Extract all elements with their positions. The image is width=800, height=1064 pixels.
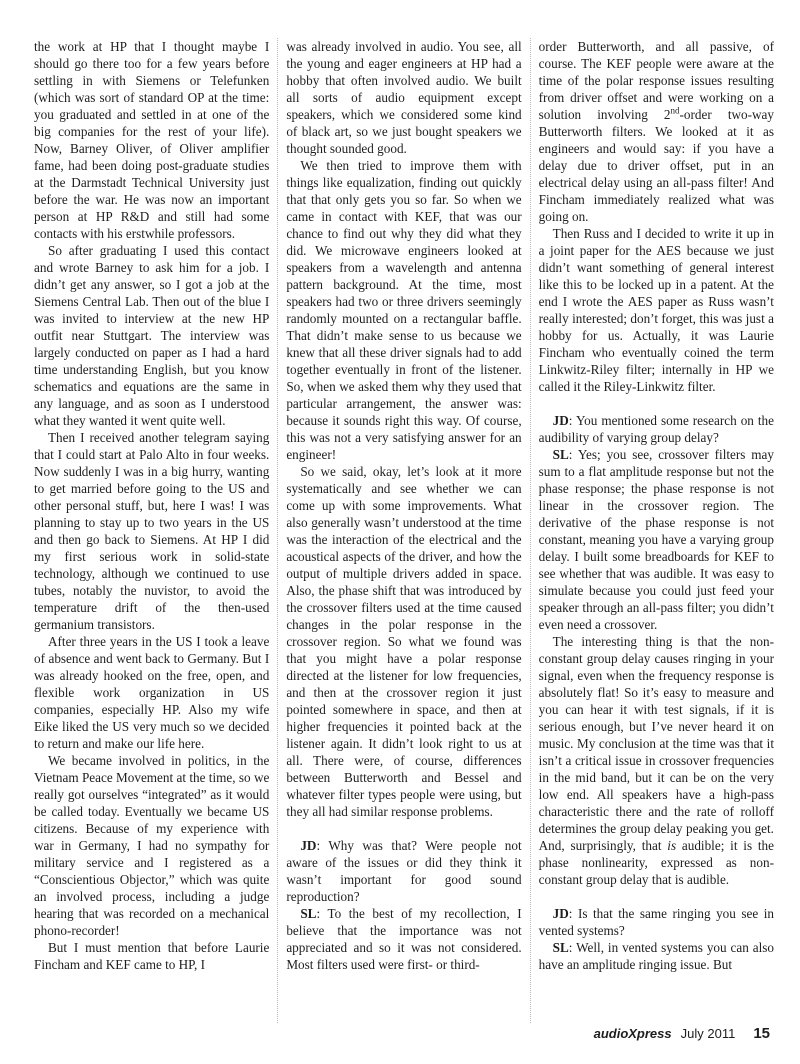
text-segment: So after graduating I used this contact and wrote Barney to ask him for a job. I didn’t get any answer, so I got a job at the Siemens Central Lab. Then out of the blue I was invited to interview at the new HP outfit near Stuttgart. The interview was largely conducted on paper as I had a hard time understanding English, but you know schematics and equations are the same in any language, and as soon as I understood what they wanted it went quite well. <box>34 243 270 428</box>
speaker-label: SL <box>552 940 569 955</box>
paragraph <box>286 38 521 157</box>
page-number: 15 <box>753 1025 770 1042</box>
text-segment: was already involved in audio. You see, all the young and eager engineers at HP had a hobby that often involved audio. We built all sorts of audio equipment except speakers, which we considered some kind of black art, so we just bought speakers we thought sounded good. <box>286 39 522 156</box>
text-segment: order Butterworth, and all passive, of course. The KEF people were aware at the time of the polar response issues resulting from driver offset and were working on a solution involving 2 <box>538 39 774 122</box>
paragraph <box>286 157 521 463</box>
paragraph <box>539 38 774 225</box>
paragraph <box>286 905 521 973</box>
paragraph <box>539 225 774 395</box>
text-segment: We became involved in politics, in the Vietnam Peace Movement at the time, so we really got ourselves “integrated” as it would be called today. Eventually we became US citizens. Because of my experience with war in Germany, I had no sympathy for military service and I registered as a “Conscientious Objector,” which was quite an involved process, including a judge hearing that was recorded on a mechanical phono-recorder! <box>34 753 270 938</box>
column-2 <box>277 38 529 1023</box>
text-segment: : To the best of my recollection, I believe that the importance was not appreciated and so it was not considered. Most filters used were first- or third- <box>286 906 522 972</box>
text-segment: So we said, okay, let’s look at it more systematically and see whether we can come up with some improvements. What also generally wasn’t understood at the time was the interaction of the electrical and the acoustical aspects of the driver, and how the output of multiple drivers added in space. Also, the phase shift that was introduced by the crossover filters used at the time caused changes in the polar response in the crossover region. So what we found was that you might have a polar response directed at the listener for low frequencies, and then at the crossover region it just pointed somewhere in space, and then at higher frequencies it pointed back at the listener again. It didn’t look right to us at all. There were, of course, differences between Butterworth and Bessel and whatever filter types people were using, but they all had similar response problems. <box>286 464 522 819</box>
text-segment: We then tried to improve them with things like equalization, finding out quickly that that only gets you so far. So when we came in contact with KEF, that was our chance to find out why they did what they did. We microwave engineers looked at speakers from a wavelength and antenna pattern background. At the time, most speakers had two or three drivers seemingly randomly mounted on a rectangular baffle. That didn’t make sense to us because we knew that all these driver signals had to add together eventually in front of the listener. So, when we asked them why they used that particular arrangement, the answer was: because it sounds right this way. Of course, this was not a very satisfying answer for an engineer! <box>286 158 522 462</box>
text-segment: audible; it is the phase nonlinearity, expressed as non-constant group delay that is audible. <box>538 838 774 887</box>
speaker-label: SL <box>300 906 317 921</box>
text-segment: : Yes; you see, crossover filters may sum to a flat amplitude response but not the phase response; the phase response is not linear in the crossover region. The derivative of the phase response is not constant, meaning you have a varying group delay. I built some breadboards for KEF to see whether that was audible. It was easy to simulate because you could just feed your speaker through an all-pass filter; you didn’t even need a crossover. <box>538 447 774 632</box>
speaker-label: JD <box>300 838 317 853</box>
paragraph <box>286 837 521 905</box>
paragraph <box>539 905 774 939</box>
page-footer <box>594 1025 770 1042</box>
text-segment: the work at HP that I thought maybe I should go there too for a few years before settling in with Siemens or Telefunken (which was sort of standard OP at the time: you graduated and settled in at one of the big companies for the rest of your life). Now, Barney Oliver, of Oliver amplifier fame, had been doing post-graduate studies at the Darmstadt Technical University just before the war. He was now an important person at HP R&D and still had some contacts with his erstwhile professors. <box>34 39 270 241</box>
paragraph <box>34 429 269 633</box>
text-segment: nd <box>670 105 680 116</box>
text-segment: : Is that the same ringing you see in vented systems? <box>538 906 774 938</box>
text-segment: Then I received another telegram saying that I could start at Palo Alto in four weeks. Now suddenly I was in a big hurry, wanting to get married before going to the US and other personal stuff, but, here I was! I was planning to stay up to two years in the US and then go back to Siemens. At HP I did my first serious work in solid-state technology, although we continued to use tubes, notably the nuvistor, to avoid the temperature drift of the then-used germanium transistors. <box>34 430 270 632</box>
paragraph <box>34 752 269 939</box>
paragraph <box>286 463 521 820</box>
text-segment: Then Russ and I decided to write it up in a joint paper for the AES because we just didn’t want something of general interest like this to be locked up in a patent. At the end I wrote the AES paper as Russ wasn’t really interested; don’t forget, this was just a hobby for us. Actually, it was Laurie Fincham who eventually coined the term Linkwitz-Riley filter; internally in HP we called it the Riley-Linkwitz filter. <box>538 226 774 394</box>
paragraph <box>34 242 269 429</box>
paragraph <box>539 939 774 973</box>
text-segment: : Well, in vented systems you can also have an amplitude ringing issue. But <box>538 940 774 972</box>
text-segment: : Why was that? Were people not aware of the issues or did they think it wasn’t important for good sound reproduction? <box>286 838 522 904</box>
text-segment: -order two-way Butterworth filters. We looked at it as engineers and would say: if you have a delay due to driver offset, put in an electrical delay using an all-pass filter! And Fincham immediately realized what was going on. <box>538 107 774 224</box>
paragraph <box>539 633 774 888</box>
text-segment: After three years in the US I took a leave of absence and went back to Germany. But I was already hooked on the free, open, and flexible work organization in US companies, especially HP. Also my wife Eike liked the US very much so we decided to return and make our life here. <box>34 634 270 751</box>
paragraph <box>34 939 269 973</box>
paragraph <box>34 633 269 752</box>
text-segment: : You mentioned some research on the audibility of varying group delay? <box>538 413 774 445</box>
text-segment: The interesting thing is that the non-constant group delay causes ringing in your signal, even when the frequency response is absolutely flat! So it’s easy to measure and you can hear it with test signals, if it is serious enough, but I’ve never heard it on music. My conclusion at the time was that it isn’t a critical issue in crossover frequencies in the mid band, but it can be on the very low end. All speakers have a high-pass characteristic there and the rate of rolloff determines the group delay peaking you get. And, surprisingly, that <box>538 634 774 853</box>
column-3 <box>530 38 774 1023</box>
column-1 <box>34 38 277 1023</box>
text-segment: But I must mention that before Laurie Fincham and KEF came to HP, I <box>34 940 270 972</box>
magazine-name: audioXpress <box>593 1026 672 1041</box>
speaker-label: JD <box>552 906 569 921</box>
paragraph <box>539 412 774 446</box>
speaker-label: SL <box>552 447 569 462</box>
article-columns <box>34 38 774 1023</box>
text-segment: is <box>667 838 677 853</box>
issue-date: July 2011 <box>680 1026 736 1041</box>
paragraph <box>34 38 269 242</box>
speaker-label: JD <box>552 413 569 428</box>
paragraph <box>539 446 774 633</box>
